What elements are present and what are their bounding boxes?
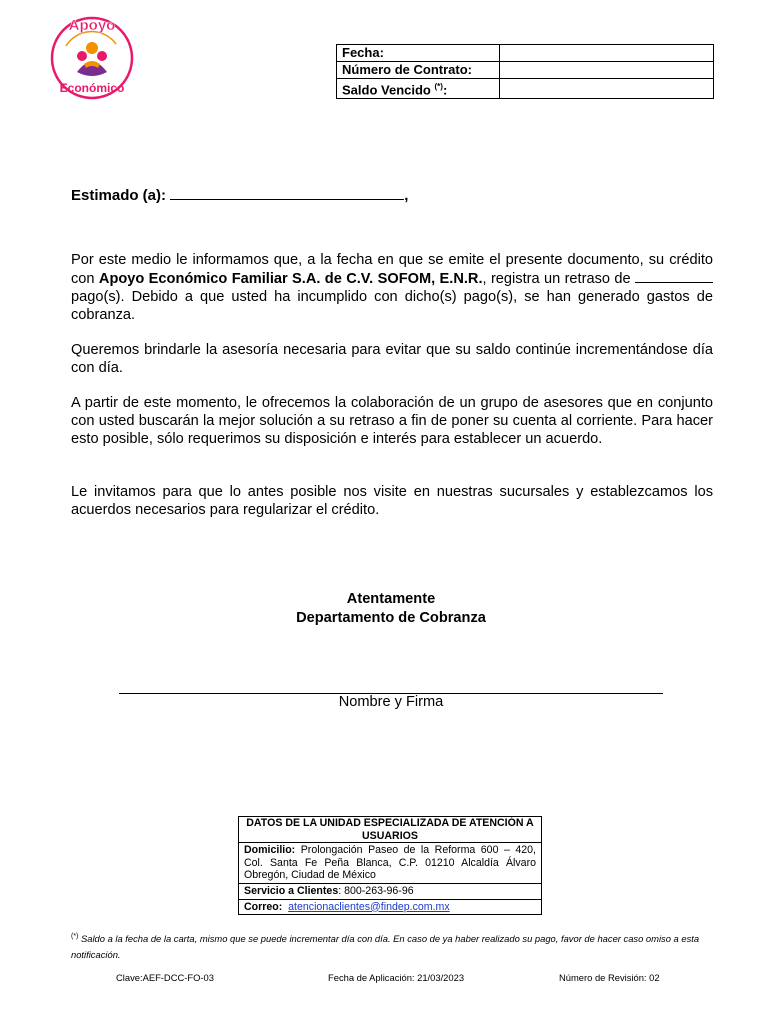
paragraph-notice bbox=[71, 251, 713, 324]
paragraph1-post: pago(s). Debido a que usted ha incumplido con dicho(s) pago(s), se han generado gastos de cobranza. bbox=[71, 289, 713, 323]
greeting-comma: , bbox=[404, 187, 409, 204]
greeting-label: Estimado (a): bbox=[71, 187, 167, 204]
footnote bbox=[71, 929, 721, 963]
correo-link[interactable]: atencionaclientes@findep.com.mx bbox=[288, 900, 450, 913]
table-row bbox=[337, 79, 714, 99]
signature-label: Nombre y Firma bbox=[338, 694, 444, 710]
paragraph-collaboration: A partir de este momento, le ofrecemos la colaboración de un grupo de asesores que en conjunto con usted buscarán la mejor solución a su retraso a fin de poner su cuenta al corriente. Para hacer esto posible, sólo requerimos su disposición e interés para establecer un acuerdo. bbox=[71, 395, 713, 447]
table-row bbox=[239, 817, 542, 843]
domicilio-value: Prolongación Paseo de la Reforma 600 – 420, Col. Santa Fe Peña Blanca, C.P. 01210 Alcaldía Álvaro Obregón, Ciudad de México bbox=[244, 844, 536, 882]
domicilio-label: Domicilio: bbox=[244, 844, 296, 857]
table-row bbox=[239, 899, 542, 915]
closing-department: Departamento de Cobranza bbox=[296, 610, 486, 626]
footer-clave: Clave:AEF-DCC-FO-03 bbox=[116, 972, 214, 983]
saldo-vencido-value bbox=[500, 79, 714, 99]
apoyo-economico-logo bbox=[44, 8, 140, 104]
recipient-name-blank bbox=[170, 184, 404, 200]
saldo-vencido-label-cell bbox=[337, 79, 500, 99]
servicio-value: : 800-263-96-96 bbox=[338, 884, 414, 897]
correo-cell bbox=[239, 899, 542, 915]
closing-block bbox=[71, 590, 711, 628]
table-row bbox=[337, 45, 714, 62]
logo-text-top: Apoyo bbox=[68, 17, 116, 34]
closing-atentamente: Atentamente bbox=[346, 591, 436, 607]
correo-label: Correo: bbox=[244, 900, 283, 913]
numero-contrato-value bbox=[500, 62, 714, 79]
table-row bbox=[337, 62, 714, 79]
saldo-vencido-footnote-mark: (*) bbox=[434, 82, 443, 91]
paragraph-invitation: Le invitamos para que lo antes posible nos visite en nuestras sucursales y establezcamos los acuerdos necesarios para regularizar el crédito. bbox=[71, 484, 713, 518]
greeting-line bbox=[71, 184, 408, 204]
domicilio-cell bbox=[239, 843, 542, 884]
user-attention-unit-box bbox=[238, 816, 542, 915]
table-row bbox=[239, 843, 542, 884]
company-name: Apoyo Económico Familiar S.A. de C.V. SOFOM, E.N.R. bbox=[98, 271, 483, 287]
footnote-text: Saldo a la fecha de la carta, mismo que se puede incrementar día con día. En caso de ya haber realizado su pago, favor de hacer caso omiso a esta notificación. bbox=[71, 933, 700, 961]
footer-revision: Número de Revisión: 02 bbox=[559, 972, 660, 983]
paragraph-advice: Queremos brindarle la asesoría necesaria para evitar que su saldo continúe incrementándose día con día. bbox=[71, 342, 713, 376]
paragraph1-mid: , registra un retraso de bbox=[482, 271, 635, 287]
footnote-mark: (*) bbox=[71, 933, 79, 940]
payments-count-blank bbox=[635, 269, 713, 283]
logo-text-bottom: Económico bbox=[59, 81, 125, 95]
fecha-label: Fecha: bbox=[337, 45, 500, 62]
paragraph1-pre: Por este medio le informamos que, a la fecha en que se emite el presente documento, su crédito con bbox=[71, 252, 713, 287]
fecha-value bbox=[500, 45, 714, 62]
info-box-title: DATOS DE LA UNIDAD ESPECIALIZADA DE ATENCIÓN A USUARIOS bbox=[239, 817, 542, 843]
servicio-cell bbox=[239, 883, 542, 899]
servicio-label: Servicio a Clientes bbox=[244, 884, 339, 897]
table-row bbox=[239, 883, 542, 899]
saldo-vencido-label: Saldo Vencido bbox=[342, 82, 431, 98]
saldo-vencido-colon: : bbox=[442, 82, 448, 98]
footer-fecha-aplicacion: Fecha de Aplicación: 21/03/2023 bbox=[328, 972, 465, 983]
contract-info-table bbox=[336, 44, 714, 99]
numero-contrato-label: Número de Contrato: bbox=[337, 62, 500, 79]
